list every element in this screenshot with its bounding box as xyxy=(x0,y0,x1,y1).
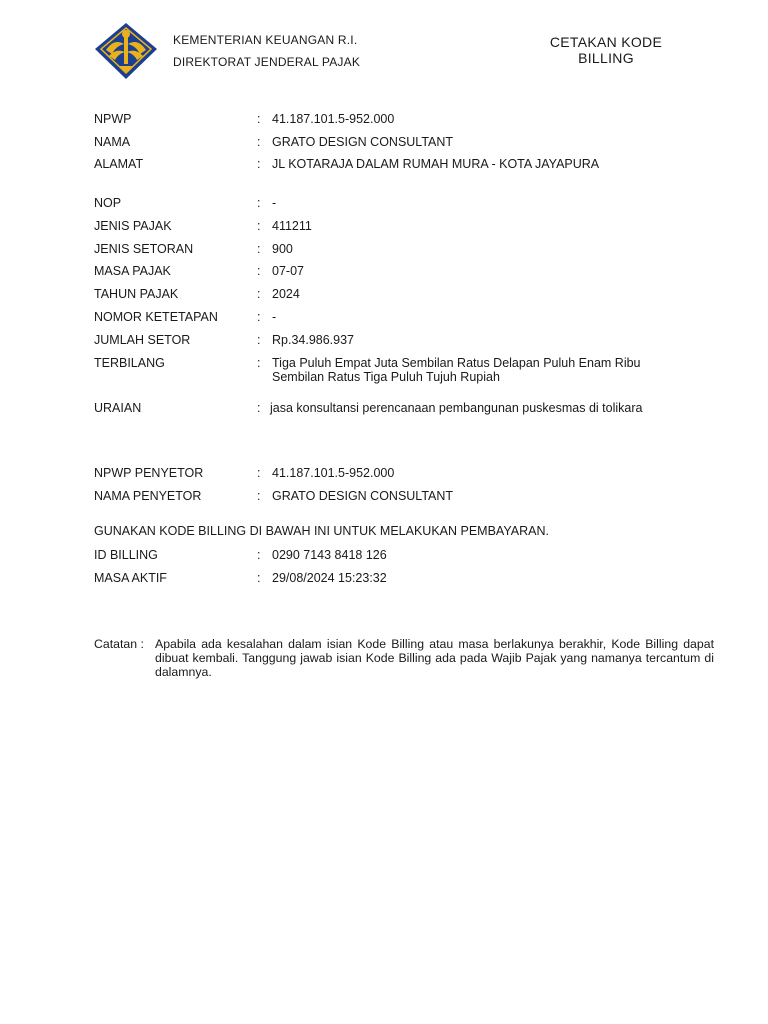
field-label: NPWP PENYETOR xyxy=(94,466,204,480)
field-value: 41.187.101.5-952.000 xyxy=(272,466,395,480)
field-label: ID BILLING xyxy=(94,548,158,562)
field-value: JL KOTARAJA DALAM RUMAH MURA - KOTA JAYAPURA xyxy=(272,157,600,171)
field-label: ALAMAT xyxy=(94,157,144,171)
field-value: 41.187.101.5-952.000 xyxy=(272,112,395,126)
field-value: 411211 xyxy=(272,219,312,233)
field-label: NOP xyxy=(94,196,122,210)
field-colon: : xyxy=(257,401,261,415)
field-value: 29/08/2024 15:23:32 xyxy=(272,571,387,585)
field-colon: : xyxy=(257,196,261,210)
payment-instruction: GUNAKAN KODE BILLING DI BAWAH INI UNTUK MELAKUKAN PEMBAYARAN. xyxy=(94,524,549,538)
document-title-line-2: BILLING xyxy=(578,50,634,66)
field-label: MASA PAJAK xyxy=(94,264,171,278)
field-label: MASA AKTIF xyxy=(94,571,167,585)
field-label: NPWP xyxy=(94,112,132,126)
field-colon: : xyxy=(257,264,261,278)
note-text: Apabila ada kesalahan dalam isian Kode Billing atau masa berlakunya berakhir, Kode Billing dapat dibuat kembali. Tanggung jawab isian Kode Billing ada pada Wajib Pajak yang namanya tercantum di dalamnya. xyxy=(155,637,714,679)
kemenkeu-emblem-icon xyxy=(94,22,158,80)
field-label: JUMLAH SETOR xyxy=(94,333,191,347)
field-colon: : xyxy=(257,135,261,149)
field-colon: : xyxy=(257,333,261,347)
field-value: 0290 7143 8418 126 xyxy=(272,548,387,562)
field-label: NAMA xyxy=(94,135,131,149)
field-value: GRATO DESIGN CONSULTANT xyxy=(272,489,454,503)
field-colon: : xyxy=(257,157,261,171)
field-colon: : xyxy=(257,356,261,370)
field-label: NOMOR KETETAPAN xyxy=(94,310,218,324)
field-value: Rp.34.986.937 xyxy=(272,333,355,347)
field-label: TERBILANG xyxy=(94,356,165,370)
ministry-name: KEMENTERIAN KEUANGAN R.I. xyxy=(173,33,358,47)
field-label: JENIS SETORAN xyxy=(94,242,194,256)
field-colon: : xyxy=(257,310,261,324)
field-colon: : xyxy=(257,489,261,503)
field-value: jasa konsultansi perencanaan pembangunan puskesmas di tolikara xyxy=(270,401,643,415)
field-value: - xyxy=(272,196,277,210)
field-colon: : xyxy=(257,548,261,562)
document-title-line-1: CETAKAN KODE xyxy=(549,34,663,50)
field-value: 2024 xyxy=(272,287,300,301)
field-label: URAIAN xyxy=(94,401,142,415)
field-colon: : xyxy=(257,219,261,233)
field-colon: : xyxy=(257,287,261,301)
note-label: Catatan : xyxy=(94,637,144,651)
field-label: NAMA PENYETOR xyxy=(94,489,202,503)
field-colon: : xyxy=(257,571,261,585)
field-colon: : xyxy=(257,242,261,256)
field-colon: : xyxy=(257,466,261,480)
document-title xyxy=(520,34,692,66)
field-value: - xyxy=(272,310,277,324)
field-label: TAHUN PAJAK xyxy=(94,287,179,301)
directorate-name: DIREKTORAT JENDERAL PAJAK xyxy=(173,55,361,69)
field-value: GRATO DESIGN CONSULTANT xyxy=(272,135,454,149)
field-colon: : xyxy=(257,112,261,126)
field-value: 900 xyxy=(272,242,293,256)
field-value: Tiga Puluh Empat Juta Sembilan Ratus Delapan Puluh Enam Ribu Sembilan Ratus Tiga Puluh Tujuh Rupiah xyxy=(272,356,641,384)
field-label: JENIS PAJAK xyxy=(94,219,172,233)
field-value: 07-07 xyxy=(272,264,304,278)
